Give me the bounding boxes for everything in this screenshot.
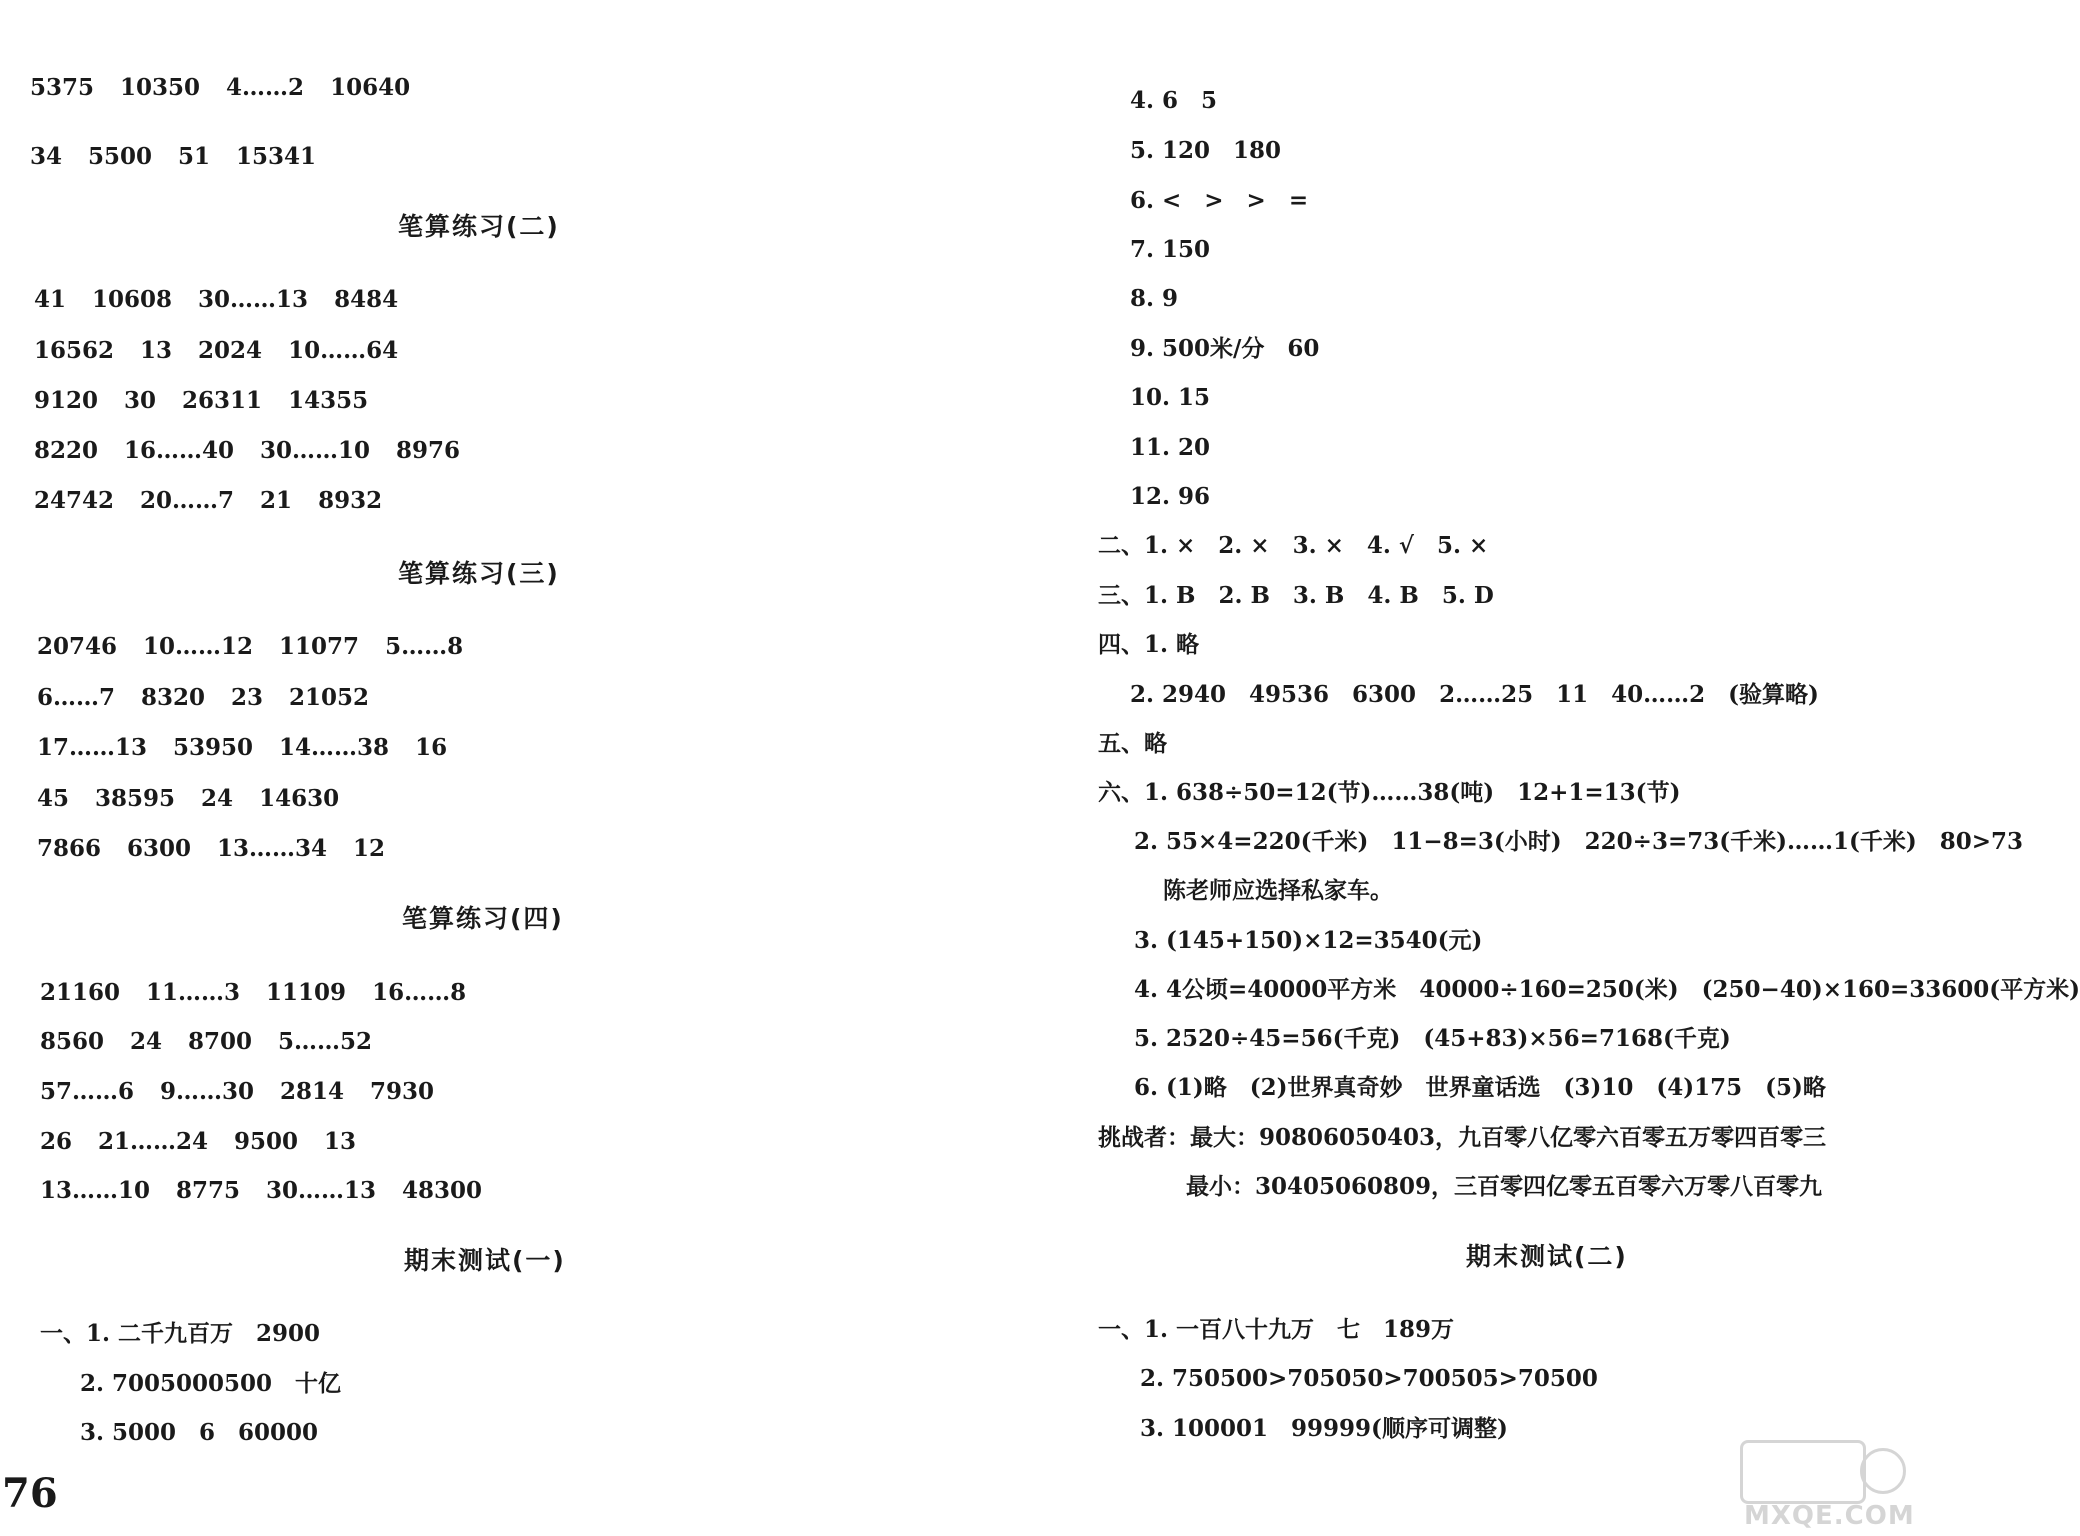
- answer-row: 16562 13 2024 10……64: [34, 337, 399, 364]
- answer-line: 2. 750500>705050>700505>70500: [1140, 1365, 1598, 1392]
- answer-row: 24742 20……7 21 8932: [34, 487, 383, 514]
- answer-line: 4. 4公顷=40000平方米 40000÷160=250(米) (250−40)×160=33600(平方米): [1134, 976, 2080, 1003]
- answer-row: 13……10 8775 30……13 48300: [40, 1177, 483, 1204]
- answer-line: 3. 100001 99999(顺序可调整): [1140, 1415, 1508, 1442]
- answer-row: 17……13 53950 14……38 16: [37, 734, 448, 761]
- answer-line: 6. < > > =: [1130, 187, 1309, 214]
- watermark-text: MXQE.COM: [1744, 1501, 1915, 1531]
- answer-line: 7. 150: [1130, 236, 1211, 263]
- answer-row: 8220 16……40 30……10 8976: [34, 437, 461, 464]
- answer-line: 10. 15: [1130, 384, 1211, 411]
- answer-line: 8. 9: [1130, 285, 1179, 312]
- answer-row: 57……6 9……30 2814 7930: [40, 1078, 435, 1105]
- answer-line: 最小：30405060809，三百零四亿零五百零六万零八百零九: [1186, 1173, 1823, 1200]
- answer-row: 7866 6300 13……34 12: [37, 835, 386, 862]
- answer-line: 9. 500米/分 60: [1130, 335, 1320, 362]
- answer-line: 3. (145+150)×12=3540(元): [1134, 927, 1483, 954]
- answer-line: 三、1. B 2. B 3. B 4. B 5. D: [1098, 582, 1494, 609]
- section-title: 期末测试(一): [404, 1246, 566, 1275]
- answer-row: 9120 30 26311 14355: [34, 387, 369, 414]
- section-title: 笔算练习(四): [402, 904, 564, 933]
- answer-row: 20746 10……12 11077 5……8: [37, 633, 464, 660]
- answer-line: 12. 96: [1130, 483, 1211, 510]
- answer-line: 2. 55×4=220(千米) 11−8=3(小时) 220÷3=73(千米)……1(千米) 80>73: [1134, 828, 2024, 855]
- answer-row: 26 21……24 9500 13: [40, 1128, 357, 1155]
- answer-row: 45 38595 24 14630: [37, 785, 340, 812]
- answer-row: 8560 24 8700 5……52: [40, 1028, 373, 1055]
- section-title: 笔算练习(二): [398, 212, 560, 241]
- watermark-circle-icon: [1860, 1448, 1906, 1494]
- answer-line: 5. 2520÷45=56(千克) (45+83)×56=7168(千克): [1134, 1025, 1731, 1052]
- answer-line: 四、1. 略: [1098, 631, 1200, 658]
- section-title: 笔算练习(三): [398, 559, 560, 588]
- answer-row: 34 5500 51 15341: [30, 143, 317, 170]
- page-number: 76: [2, 1470, 58, 1517]
- answer-line: 一、1. 一百八十九万 七 189万: [1098, 1316, 1455, 1343]
- answer-line: 2. 2940 49536 6300 2……25 11 40……2 (验算略): [1130, 681, 1819, 708]
- watermark-box-icon: [1740, 1440, 1866, 1504]
- answer-line: 六、1. 638÷50=12(节)……38(吨) 12+1=13(节): [1098, 779, 1681, 806]
- answer-line: 5. 120 180: [1130, 137, 1282, 164]
- answer-line: 一、1. 二千九百万 2900: [40, 1320, 321, 1347]
- answer-line: 2. 7005000500 十亿: [80, 1370, 342, 1397]
- answer-line: 11. 20: [1130, 434, 1211, 461]
- answer-row: 21160 11……3 11109 16……8: [40, 979, 467, 1006]
- section-title: 期末测试(二): [1466, 1242, 1628, 1271]
- answer-line: 陈老师应选择私家车。: [1163, 877, 1393, 904]
- answer-row: 5375 10350 4……2 10640: [30, 74, 411, 101]
- answer-line: 五、略: [1098, 730, 1167, 757]
- watermark-logo: [1740, 1440, 1915, 1532]
- answer-line: 挑战者：最大：90806050403，九百零八亿零六百零五万零四百零三: [1098, 1124, 1827, 1151]
- answer-line: 4. 6 5: [1130, 87, 1218, 114]
- answer-line: 3. 5000 6 60000: [80, 1419, 319, 1446]
- answer-line: 二、1. × 2. × 3. × 4. √ 5. ×: [1098, 532, 1489, 559]
- answer-row: 6……7 8320 23 21052: [37, 684, 370, 711]
- answer-line: 6. (1)略 (2)世界真奇妙 世界童话选 (3)10 (4)175 (5)略: [1134, 1074, 1826, 1101]
- answer-row: 41 10608 30……13 8484: [34, 286, 399, 313]
